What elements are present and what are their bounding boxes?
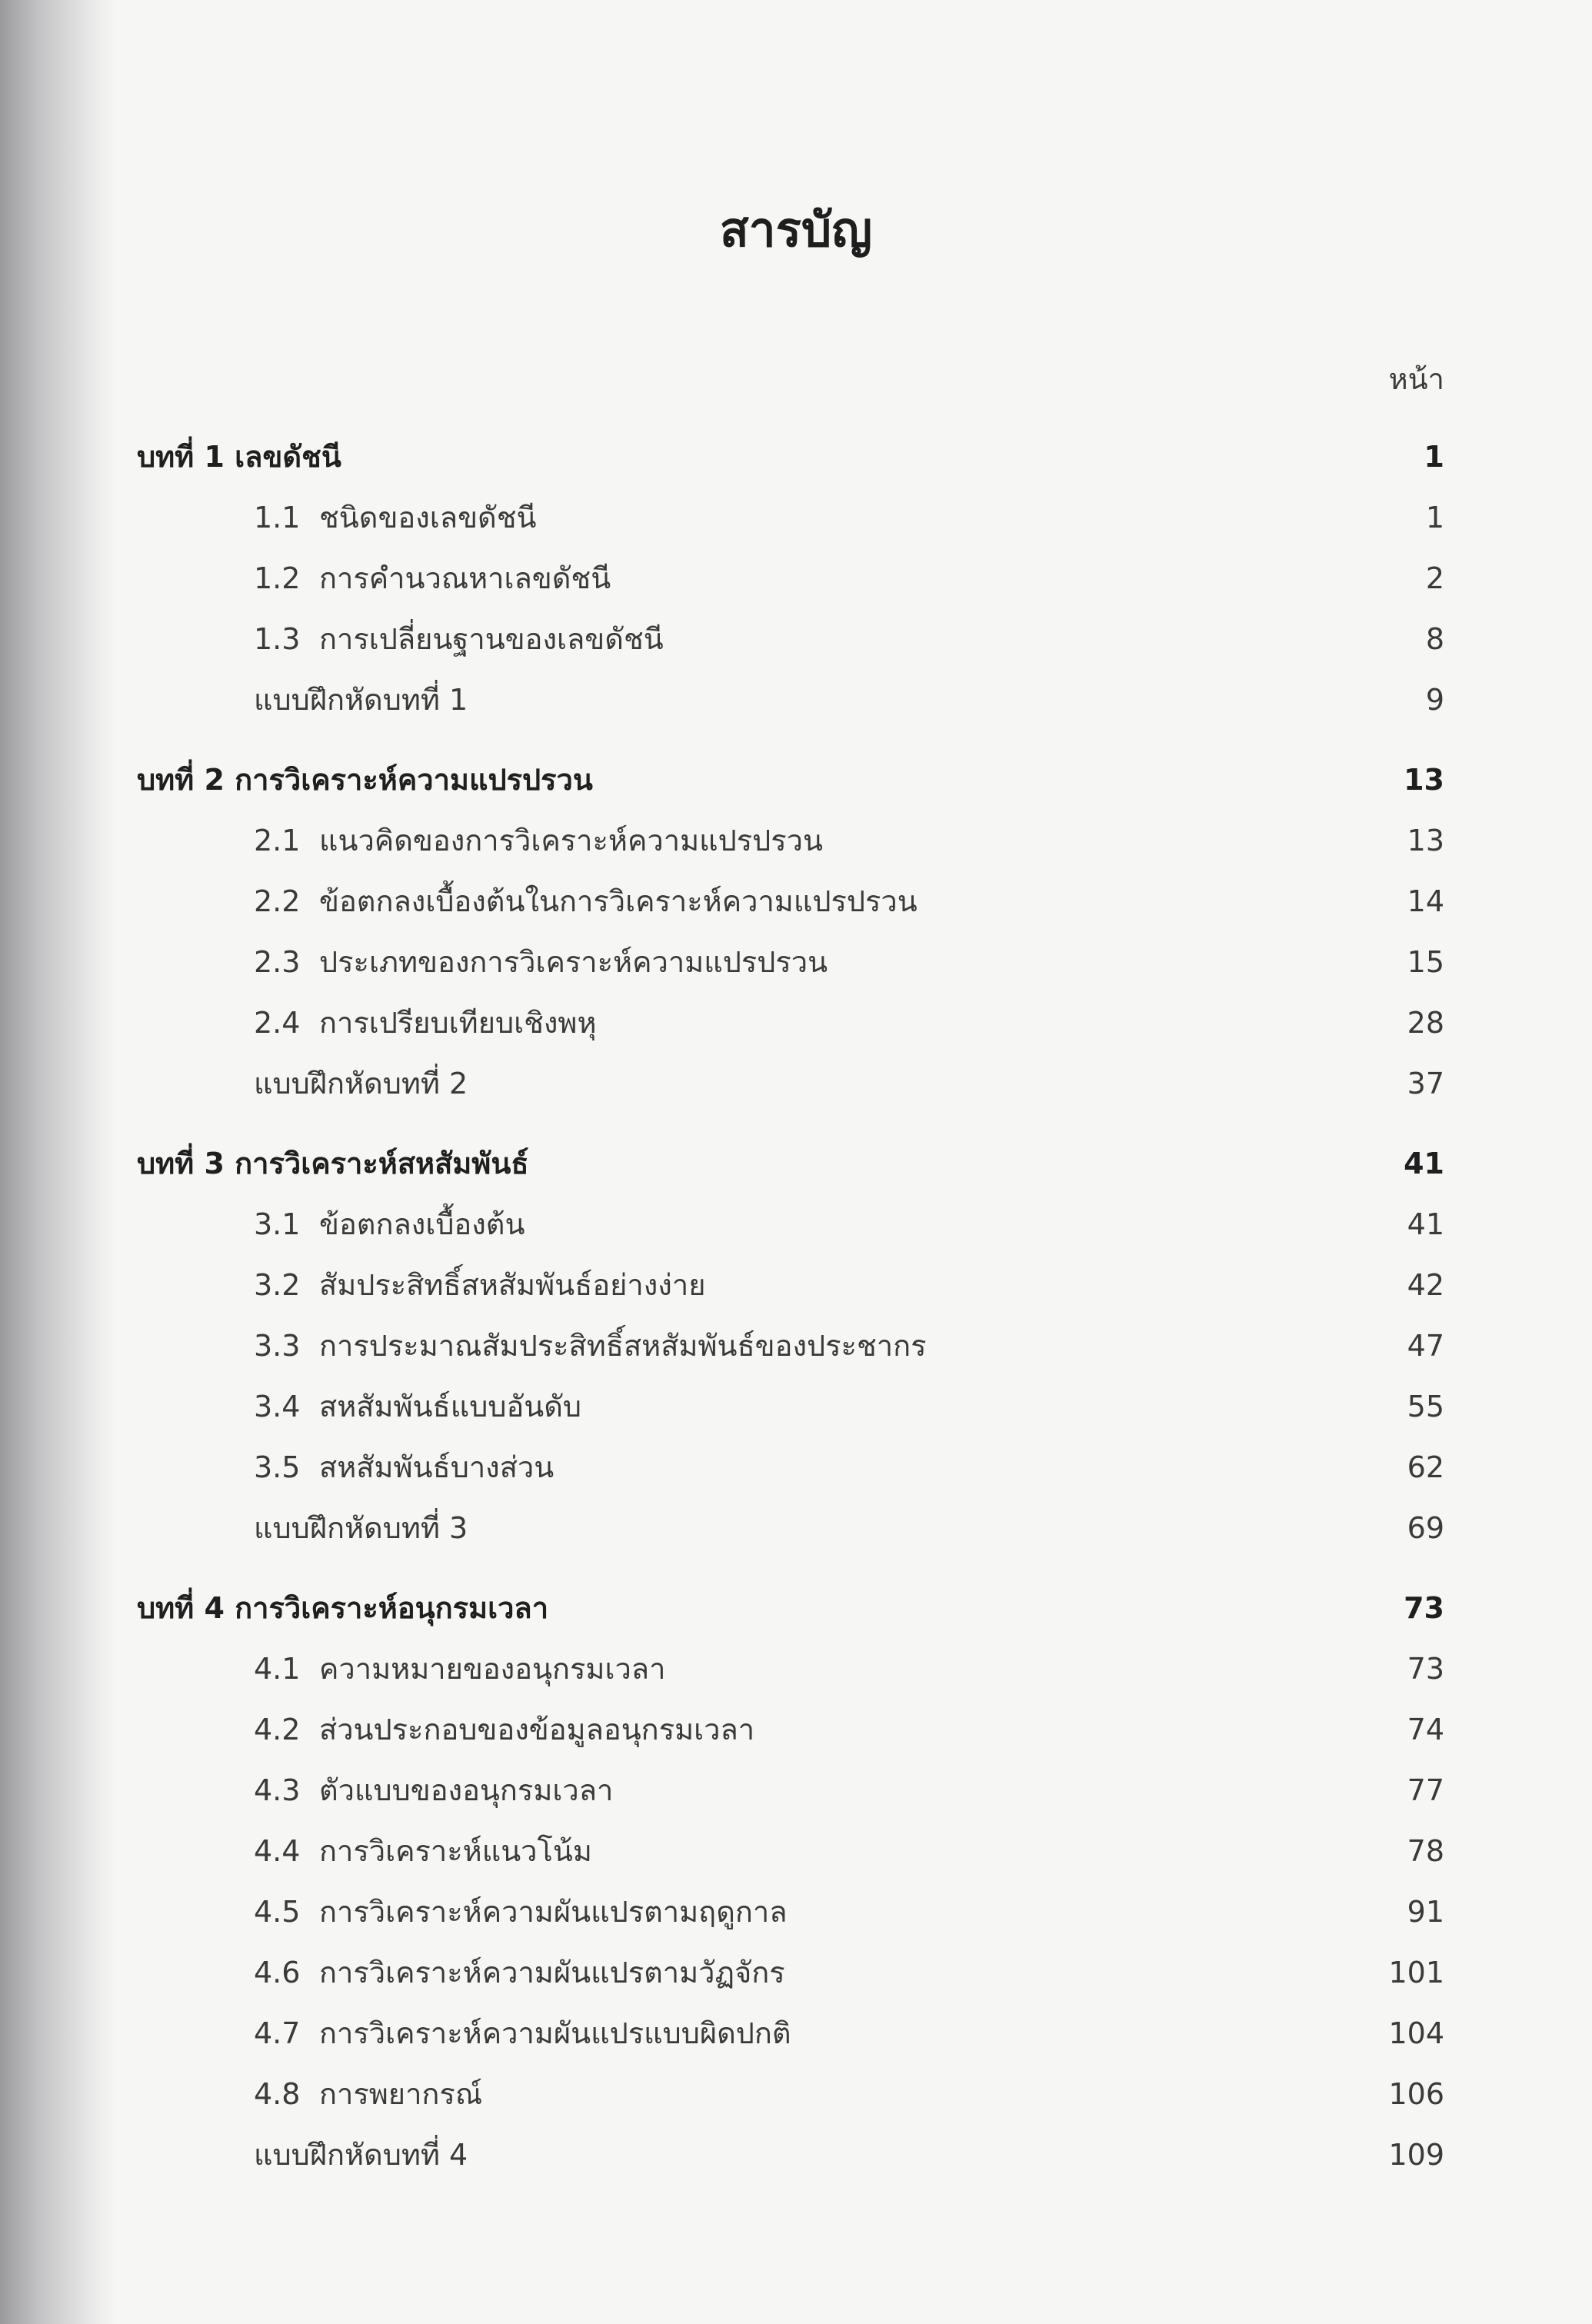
toc-section[interactable] bbox=[137, 2064, 1444, 2125]
toc-section[interactable] bbox=[137, 871, 1444, 932]
section-title: การเปลี่ยนฐานของเลขดัชนี bbox=[319, 622, 664, 656]
exercise-page: 37 bbox=[1407, 1067, 1444, 1100]
toc-section[interactable] bbox=[137, 1194, 1444, 1255]
section-number: 1.3 bbox=[254, 622, 301, 656]
section-page: 101 bbox=[1388, 1956, 1444, 1989]
section-page: 47 bbox=[1407, 1329, 1444, 1363]
section-title: ความหมายของอนุกรมเวลา bbox=[319, 1652, 666, 1686]
exercise-label: แบบฝึกหัดบทที่ 2 bbox=[254, 1067, 468, 1100]
section-page: 1 bbox=[1425, 501, 1444, 534]
section-title: การพยากรณ์ bbox=[319, 2077, 483, 2111]
section-page: 77 bbox=[1407, 1773, 1444, 1807]
toc-section[interactable] bbox=[137, 811, 1444, 871]
section-title: การคำนวณหาเลขดัชนี bbox=[319, 561, 611, 595]
toc-section[interactable] bbox=[137, 932, 1444, 993]
toc-section[interactable] bbox=[137, 1437, 1444, 1498]
toc-chapter[interactable] bbox=[137, 1134, 1444, 1194]
section-page: 2 bbox=[1425, 561, 1444, 595]
section-title: การวิเคราะห์ความผันแปรตามวัฏจักร bbox=[319, 1956, 785, 1989]
toc-section[interactable] bbox=[137, 548, 1444, 609]
section-number: 4.3 bbox=[254, 1773, 301, 1807]
toc-section[interactable] bbox=[137, 1760, 1444, 1821]
section-title: สหสัมพันธ์แบบอันดับ bbox=[319, 1390, 582, 1423]
chapter-page: 13 bbox=[1404, 763, 1444, 797]
section-page: 42 bbox=[1407, 1268, 1444, 1302]
section-number: 4.5 bbox=[254, 1895, 301, 1929]
section-number: 2.1 bbox=[254, 824, 301, 857]
section-title: แนวคิดของการวิเคราะห์ความแปรปรวน bbox=[319, 824, 823, 857]
section-number: 2.3 bbox=[254, 945, 301, 979]
section-number: 3.1 bbox=[254, 1207, 301, 1241]
toc-section[interactable] bbox=[137, 609, 1444, 670]
section-page: 14 bbox=[1407, 884, 1444, 918]
toc-section[interactable] bbox=[137, 1316, 1444, 1377]
section-title: การวิเคราะห์ความผันแปรตามฤดูกาล bbox=[319, 1895, 788, 1929]
section-page: 15 bbox=[1407, 945, 1444, 979]
toc-section[interactable] bbox=[137, 993, 1444, 1054]
section-title: ประเภทของการวิเคราะห์ความแปรปรวน bbox=[319, 945, 828, 979]
toc-chapter[interactable] bbox=[137, 427, 1444, 488]
toc-exercise[interactable] bbox=[137, 670, 1444, 731]
chapter-page: 41 bbox=[1404, 1147, 1444, 1180]
toc-section[interactable] bbox=[137, 1821, 1444, 1882]
toc-section[interactable] bbox=[137, 1700, 1444, 1760]
toc-section[interactable] bbox=[137, 1255, 1444, 1316]
page-binding-shadow bbox=[0, 0, 115, 2324]
page-title: สารบัญ bbox=[719, 201, 873, 258]
section-number: 3.5 bbox=[254, 1450, 301, 1484]
exercise-label: แบบฝึกหัดบทที่ 3 bbox=[254, 1511, 468, 1545]
section-page: 8 bbox=[1425, 622, 1444, 656]
section-title: การประมาณสัมประสิทธิ์สหสัมพันธ์ของประชากร bbox=[319, 1329, 927, 1363]
section-number: 1.2 bbox=[254, 561, 301, 595]
section-page: 74 bbox=[1407, 1713, 1444, 1746]
section-page: 73 bbox=[1407, 1652, 1444, 1686]
chapter-label: บทที่ 4 การวิเคราะห์อนุกรมเวลา bbox=[137, 1591, 549, 1625]
toc-section[interactable] bbox=[137, 1639, 1444, 1700]
toc-chapter[interactable] bbox=[137, 1578, 1444, 1639]
section-number: 2.4 bbox=[254, 1006, 301, 1040]
section-number: 2.2 bbox=[254, 884, 301, 918]
section-number: 1.1 bbox=[254, 501, 301, 534]
section-number: 4.1 bbox=[254, 1652, 301, 1686]
section-title: ส่วนประกอบของข้อมูลอนุกรมเวลา bbox=[319, 1713, 755, 1746]
toc-section[interactable] bbox=[137, 1882, 1444, 1943]
section-title: สัมประสิทธิ์สหสัมพันธ์อย่างง่าย bbox=[319, 1268, 706, 1302]
section-page: 91 bbox=[1407, 1895, 1444, 1929]
exercise-page: 69 bbox=[1407, 1511, 1444, 1545]
section-page: 78 bbox=[1407, 1834, 1444, 1868]
exercise-page: 109 bbox=[1388, 2138, 1444, 2172]
section-number: 4.8 bbox=[254, 2077, 301, 2111]
section-title: สหสัมพันธ์บางส่วน bbox=[319, 1450, 555, 1484]
toc-section[interactable] bbox=[137, 1943, 1444, 2003]
exercise-label: แบบฝึกหัดบทที่ 1 bbox=[254, 683, 468, 717]
section-page: 55 bbox=[1407, 1390, 1444, 1423]
section-title: ชนิดของเลขดัชนี bbox=[319, 501, 537, 534]
chapter-page: 73 bbox=[1404, 1591, 1444, 1625]
section-title: ตัวแบบของอนุกรมเวลา bbox=[319, 1773, 614, 1807]
table-of-contents bbox=[137, 427, 1444, 2186]
toc-chapter[interactable] bbox=[137, 750, 1444, 811]
page-column-label: หน้า bbox=[1388, 362, 1444, 396]
section-number: 3.3 bbox=[254, 1329, 301, 1363]
section-number: 4.6 bbox=[254, 1956, 301, 1989]
toc-exercise[interactable] bbox=[137, 1498, 1444, 1559]
exercise-label: แบบฝึกหัดบทที่ 4 bbox=[254, 2138, 468, 2172]
toc-exercise[interactable] bbox=[137, 1054, 1444, 1114]
section-number: 4.2 bbox=[254, 1713, 301, 1746]
section-title: การวิเคราะห์ความผันแปรแบบผิดปกติ bbox=[319, 2016, 791, 2050]
toc-section[interactable] bbox=[137, 2003, 1444, 2064]
section-title: ข้อตกลงเบื้องต้น bbox=[319, 1207, 525, 1241]
section-page: 62 bbox=[1407, 1450, 1444, 1484]
toc-section[interactable] bbox=[137, 488, 1444, 548]
section-page: 28 bbox=[1407, 1006, 1444, 1040]
section-page: 104 bbox=[1388, 2016, 1444, 2050]
section-number: 4.4 bbox=[254, 1834, 301, 1868]
section-page: 13 bbox=[1407, 824, 1444, 857]
section-page: 41 bbox=[1407, 1207, 1444, 1241]
section-number: 4.7 bbox=[254, 2016, 301, 2050]
toc-section[interactable] bbox=[137, 1377, 1444, 1437]
chapter-label: บทที่ 1 เลขดัชนี bbox=[137, 440, 341, 474]
section-title: การเปรียบเทียบเชิงพหุ bbox=[319, 1006, 597, 1040]
chapter-page: 1 bbox=[1424, 440, 1444, 474]
section-number: 3.2 bbox=[254, 1268, 301, 1302]
section-title: ข้อตกลงเบื้องต้นในการวิเคราะห์ความแปรปรวน bbox=[319, 884, 918, 918]
exercise-page: 9 bbox=[1425, 683, 1444, 717]
section-title: การวิเคราะห์แนวโน้ม bbox=[319, 1834, 592, 1868]
toc-exercise[interactable] bbox=[137, 2125, 1444, 2186]
section-number: 3.4 bbox=[254, 1390, 301, 1423]
chapter-label: บทที่ 2 การวิเคราะห์ความแปรปรวน bbox=[137, 763, 593, 797]
section-page: 106 bbox=[1388, 2077, 1444, 2111]
chapter-label: บทที่ 3 การวิเคราะห์สหสัมพันธ์ bbox=[137, 1147, 529, 1180]
